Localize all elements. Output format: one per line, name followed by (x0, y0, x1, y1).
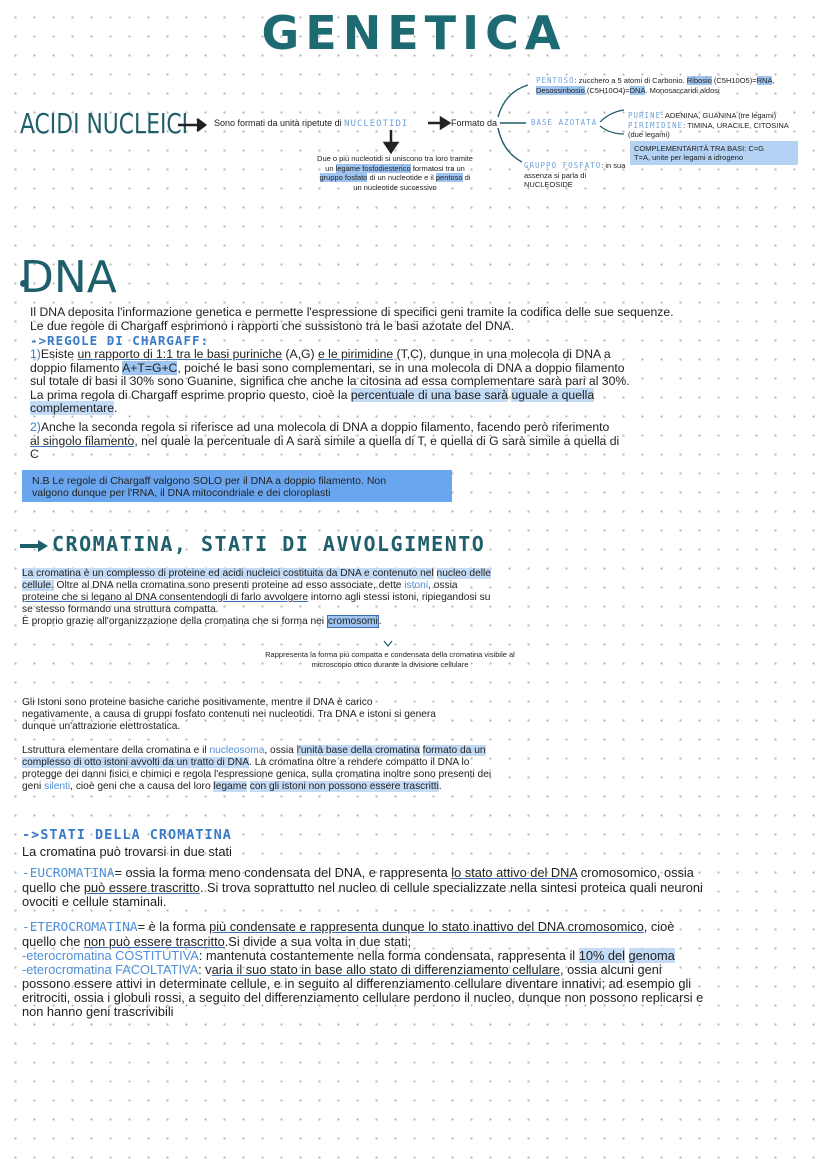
ribosio: Ribosio (686, 76, 712, 85)
p3-span: silenti (44, 781, 71, 792)
nb-line: N.B Le regole di Chargaff valgono SOLO per il DNA a doppio filamento. Non (32, 475, 387, 487)
pentoso-label: PENTOSO (536, 76, 575, 85)
facoltativa-label: -eterocromatina FACOLTATIVA (22, 962, 199, 977)
rna: RNA (756, 76, 773, 85)
etero-span: non può essere trascritto (83, 934, 225, 949)
p3-span: l'unità base della cromatina (296, 745, 420, 756)
note-span: un (325, 163, 334, 173)
dna-intro (30, 306, 820, 333)
note-span: gruppo fosfato (319, 173, 368, 182)
stati-intro: La cromatina può trovarsi in due stati (22, 844, 232, 859)
fac-span: : v (198, 962, 212, 977)
chevron-down-icon (382, 638, 394, 650)
r1-span: A+T=G+C (122, 360, 178, 375)
r2-span: Anche la seconda regola si riferisce ad una molecola di DNA a doppio filamento, facendo però (40, 420, 549, 434)
r1-span: percentuale di una base sarà (350, 387, 509, 402)
eu-span: ossia quello che (22, 865, 694, 895)
regole-heading: ->REGOLE DI CHARGAFF: (30, 333, 210, 348)
r1-span: (A,G) (285, 347, 315, 361)
note-line (300, 164, 490, 174)
gruppo-fosfato-text: : in sua assenza si parla di NUCLEOSIDE (524, 161, 626, 189)
p3-span: legame (213, 781, 247, 792)
r1-span: Esiste (40, 347, 75, 361)
dna-intro-line: Il DNA deposita l'informazione genetica e permette l'espressione di specifici geni tramite la codifica delle sue sequenze. (30, 305, 674, 319)
note-span: pentoso (435, 173, 463, 182)
desossiribosio: Desossiribosio (536, 85, 585, 95)
fac-span: , ossia alcuni (559, 962, 634, 977)
acidi-nucleici-heading: ACIDI NUCLEICI (20, 107, 189, 140)
note-line: Due o più nucleotidi si uniscono tra loro tramite (317, 154, 473, 163)
desossi-formula: (C5H10O4)= (586, 85, 630, 95)
eu-span: . Si trova soprattutto nel nucleo di cellule specializzate nella sintesi proteica (199, 880, 626, 895)
branch-line (600, 126, 624, 134)
costitutiva-label: -eterocromatina COSTITUTIVA (22, 948, 199, 963)
r1-span: filamento sul totale di basi il 30% sono Guanine, significa che anche la citosina ad essa complementare (30, 360, 625, 388)
purine-note (628, 111, 798, 140)
p2-line: dunque un'attrazione elettrostatica. (22, 721, 181, 732)
eu-span: quali neuroni ovociti e cellule staminali. (22, 880, 703, 909)
eu-label: -EUCROMATINA (22, 866, 115, 881)
monosacc: . Monosaccaridi aldosi (645, 85, 720, 95)
r1-span: uguale a quella complementare (30, 387, 595, 415)
formato-da: Formato da (451, 118, 498, 128)
r1-span: a doppio filamento (30, 347, 611, 375)
etero-span: più condensate e rappresenta dunque lo stato inattivo del DNA cromosomico (209, 919, 644, 934)
p3-span: sulla cromatina inoltre sono presenti dei geni (22, 769, 492, 792)
note-span: di (464, 173, 471, 182)
p3-span: . (438, 781, 442, 792)
etero-label: -ETEROCROMATINA (22, 920, 138, 935)
complementarita-line: T=A, unite per legami a idrogeno (634, 153, 744, 162)
ribosio-formula: (C5H10O5)= (713, 76, 757, 85)
r1-span: . (114, 401, 118, 415)
stati-heading: ->STATI DELLA CROMATINA (22, 827, 232, 843)
arrow-right-icon (428, 118, 449, 128)
nucleotidi-note (300, 154, 490, 192)
cromatina-paragraph-3 (22, 745, 492, 793)
branch-line (498, 85, 528, 117)
note-span: di un nucleotide e il (369, 173, 434, 182)
r1-span: (T,C), dunque in una molecola di DNA (396, 347, 601, 361)
base-azotata-label: BASE AZOTATA (531, 118, 598, 127)
pirimidine-text: : TIMINA, URACILE, CITOSINA (due legami) (628, 120, 789, 139)
cromatina-paragraph-1 (22, 568, 492, 628)
p3-span: formato da un complesso di otto istoni avvolti da un tratto di DNA (22, 745, 486, 768)
nota-bene-box (22, 470, 452, 502)
cost-span: genoma (628, 948, 675, 963)
regola-2 (30, 421, 620, 462)
note-span: formatosi tra un (412, 163, 465, 173)
r2-span: al singolo filamento (30, 433, 135, 448)
regola-1 (30, 348, 630, 416)
p1-span: È proprio grazie all'organizzazione della cromatina che si forma nei (22, 616, 325, 627)
eterocromatina-block (22, 920, 712, 1019)
note-span: legame fosfodiesterico (335, 163, 411, 173)
purine-text: : ADENINA, GUANINA (tre legami) (661, 111, 777, 120)
purine-label: PURINE (628, 111, 662, 120)
page-title: GENETICA (261, 6, 567, 60)
etero-span: , (643, 919, 648, 934)
etero-span: cioè quello che (22, 919, 675, 949)
r1-span: un rapporto di 1:1 tra le basi puriniche (77, 347, 283, 361)
rule-number: 1) (30, 347, 41, 361)
eu-span: = ossia la forma meno condensata del DNA, e rappresenta (114, 865, 448, 880)
pirimidine-label: PIRIMIDINE (628, 120, 684, 130)
p3-span: , cioè geni che a causa del loro (70, 781, 211, 792)
cost-span: 10% del (578, 948, 625, 963)
p3-span: nucleosoma (209, 745, 265, 756)
arrow-right-icon (178, 119, 205, 131)
complementarita-line: COMPLEMENTARITÀ TRA BASI: C=G (634, 144, 764, 153)
fac-span: possono replicarsi e non hanno geni trascrivibili (22, 990, 704, 1019)
cromosomi-note (210, 650, 570, 669)
arrow-right-icon (20, 538, 50, 554)
eu-span: può essere trascritto (83, 880, 200, 895)
p1-span: proteine che si legano al DNA consentendogli di farlo avvolgere (22, 592, 308, 603)
r2-span: simile a quella di C (30, 433, 620, 461)
r1-span: e le pirimidine (317, 347, 394, 361)
r2-span: , nel quale la percentuale di A sarà simile a quella di T, e quella di G sarà (134, 433, 526, 448)
rule-number: 2) (30, 420, 41, 434)
cromatina-paragraph-2 (22, 697, 492, 733)
cost-span: : mantenuta costantemente nella forma condensata, rappresenta il (198, 948, 576, 963)
eu-span: lo stato attivo del DNA (451, 865, 578, 880)
note-line: Rappresenta la forma più compatta e condensata della cromatina visibile al (265, 650, 515, 659)
p1-span: , ossia (428, 580, 458, 591)
dna-heading: DNA (20, 252, 117, 303)
fac-span: aria il suo stato in base allo stato di differenziamento cellulare (211, 962, 560, 977)
note-line: microscopio ottico durante la divisione cellulare (311, 659, 469, 669)
p1-span: . (378, 616, 382, 627)
dna-intro-line: Le due regole di Chargaff esprimono i rapporti che sussistono tra le basi azotate del DNA. (30, 318, 515, 333)
etero-span: = è la forma (137, 919, 206, 934)
complementarita-box (630, 141, 798, 165)
p1-span: intorno (308, 592, 342, 603)
pentoso-note: PENTOSO: zucchero a 5 atomi di Carbonio. Ribosio (C5H10O5)=RNA, Desossiribosio (C5H10O4)=DNA. Monosaccaridi aldosi (536, 76, 775, 95)
fac-span: esempio gli eritrociti, ossia i globuli rossi, a seguito del differenziamento cellulare perdono il nucleo, dunque non (22, 976, 692, 1005)
p3-span: rendere compatto il DNA lo protegge dei danni fisici e chimici e regola l'espressione genica, (22, 757, 470, 780)
p1-span: Oltre al DNA nella cromatina sono presenti proteine ad esso associate, (53, 580, 376, 591)
cromatina-heading: CROMATINA, STATI DI AVVOLGIMENTO (52, 532, 486, 556)
fac-span: geni possono essere attivi in determinate cellule, e in seguito al differenziamento cellulare diventare innativi; ad (22, 962, 662, 991)
p3-span: Lstruttura elementare della cromatina e il (22, 745, 207, 756)
gruppo-fosfato-label: GRUPPO FOSFATO (524, 161, 602, 170)
p1-span: istoni (404, 580, 429, 591)
p1-span: nucleo delle cellule. (22, 568, 491, 591)
nucleotidi-label: NUCLEOTIDI (344, 119, 409, 129)
r1-span: , poiché le basi sono complementari, se in una molecola di DNA a doppio (177, 360, 572, 375)
pentoso-text: : zucchero a 5 atomi di Carbonio. (574, 76, 685, 85)
formed-label: Sono formati da unità ripetute di (214, 118, 342, 128)
p3-span: con gli istoni non possono essere trascritti (249, 781, 439, 792)
arrow-down-icon (385, 130, 397, 152)
p1-span: dette (378, 580, 402, 591)
nb-line: valgono dunque per l'RNA, il DNA mitocondriale e dei cloroplasti (32, 487, 331, 499)
r2-span: riferimento (551, 420, 610, 434)
gruppo-fosfato-note (524, 161, 629, 190)
branch-line (498, 128, 522, 162)
formed-text (214, 118, 408, 130)
p3-span: . La cromatina oltre a (249, 757, 345, 768)
eu-span: cromosomico, (580, 865, 661, 880)
r1-span: sarà pari al 30%. La prima regola di Chargaff esprime proprio questo, cioè la (30, 374, 630, 402)
cromosomi-term: cromosomi (327, 616, 378, 627)
eucromatina-block (22, 866, 722, 909)
note-line (300, 173, 490, 183)
p1-span: La cromatina è un complesso di proteine ed acidi nucleici costituita da DNA e contenuto nel (22, 568, 434, 579)
etero-span: .Si divide a sua volta in due stati; (224, 934, 412, 949)
branch-line (600, 110, 624, 122)
p2-line: Gli Istoni sono proteine basiche cariche positivamente, mentre il DNA è carico (22, 697, 373, 708)
p2-line: negativamente, a causa di gruppi fosfato contenuti nei nucleotidi. Tra DNA e istoni si genera (22, 709, 436, 720)
note-line: un nucleotide successivo (353, 182, 437, 192)
p1-span: agli stessi istoni, ripiegandosi su se stesso formando una struttura compatta. (22, 592, 491, 615)
dna-tag: DNA (629, 85, 646, 95)
p3-span: , ossia (264, 745, 294, 756)
